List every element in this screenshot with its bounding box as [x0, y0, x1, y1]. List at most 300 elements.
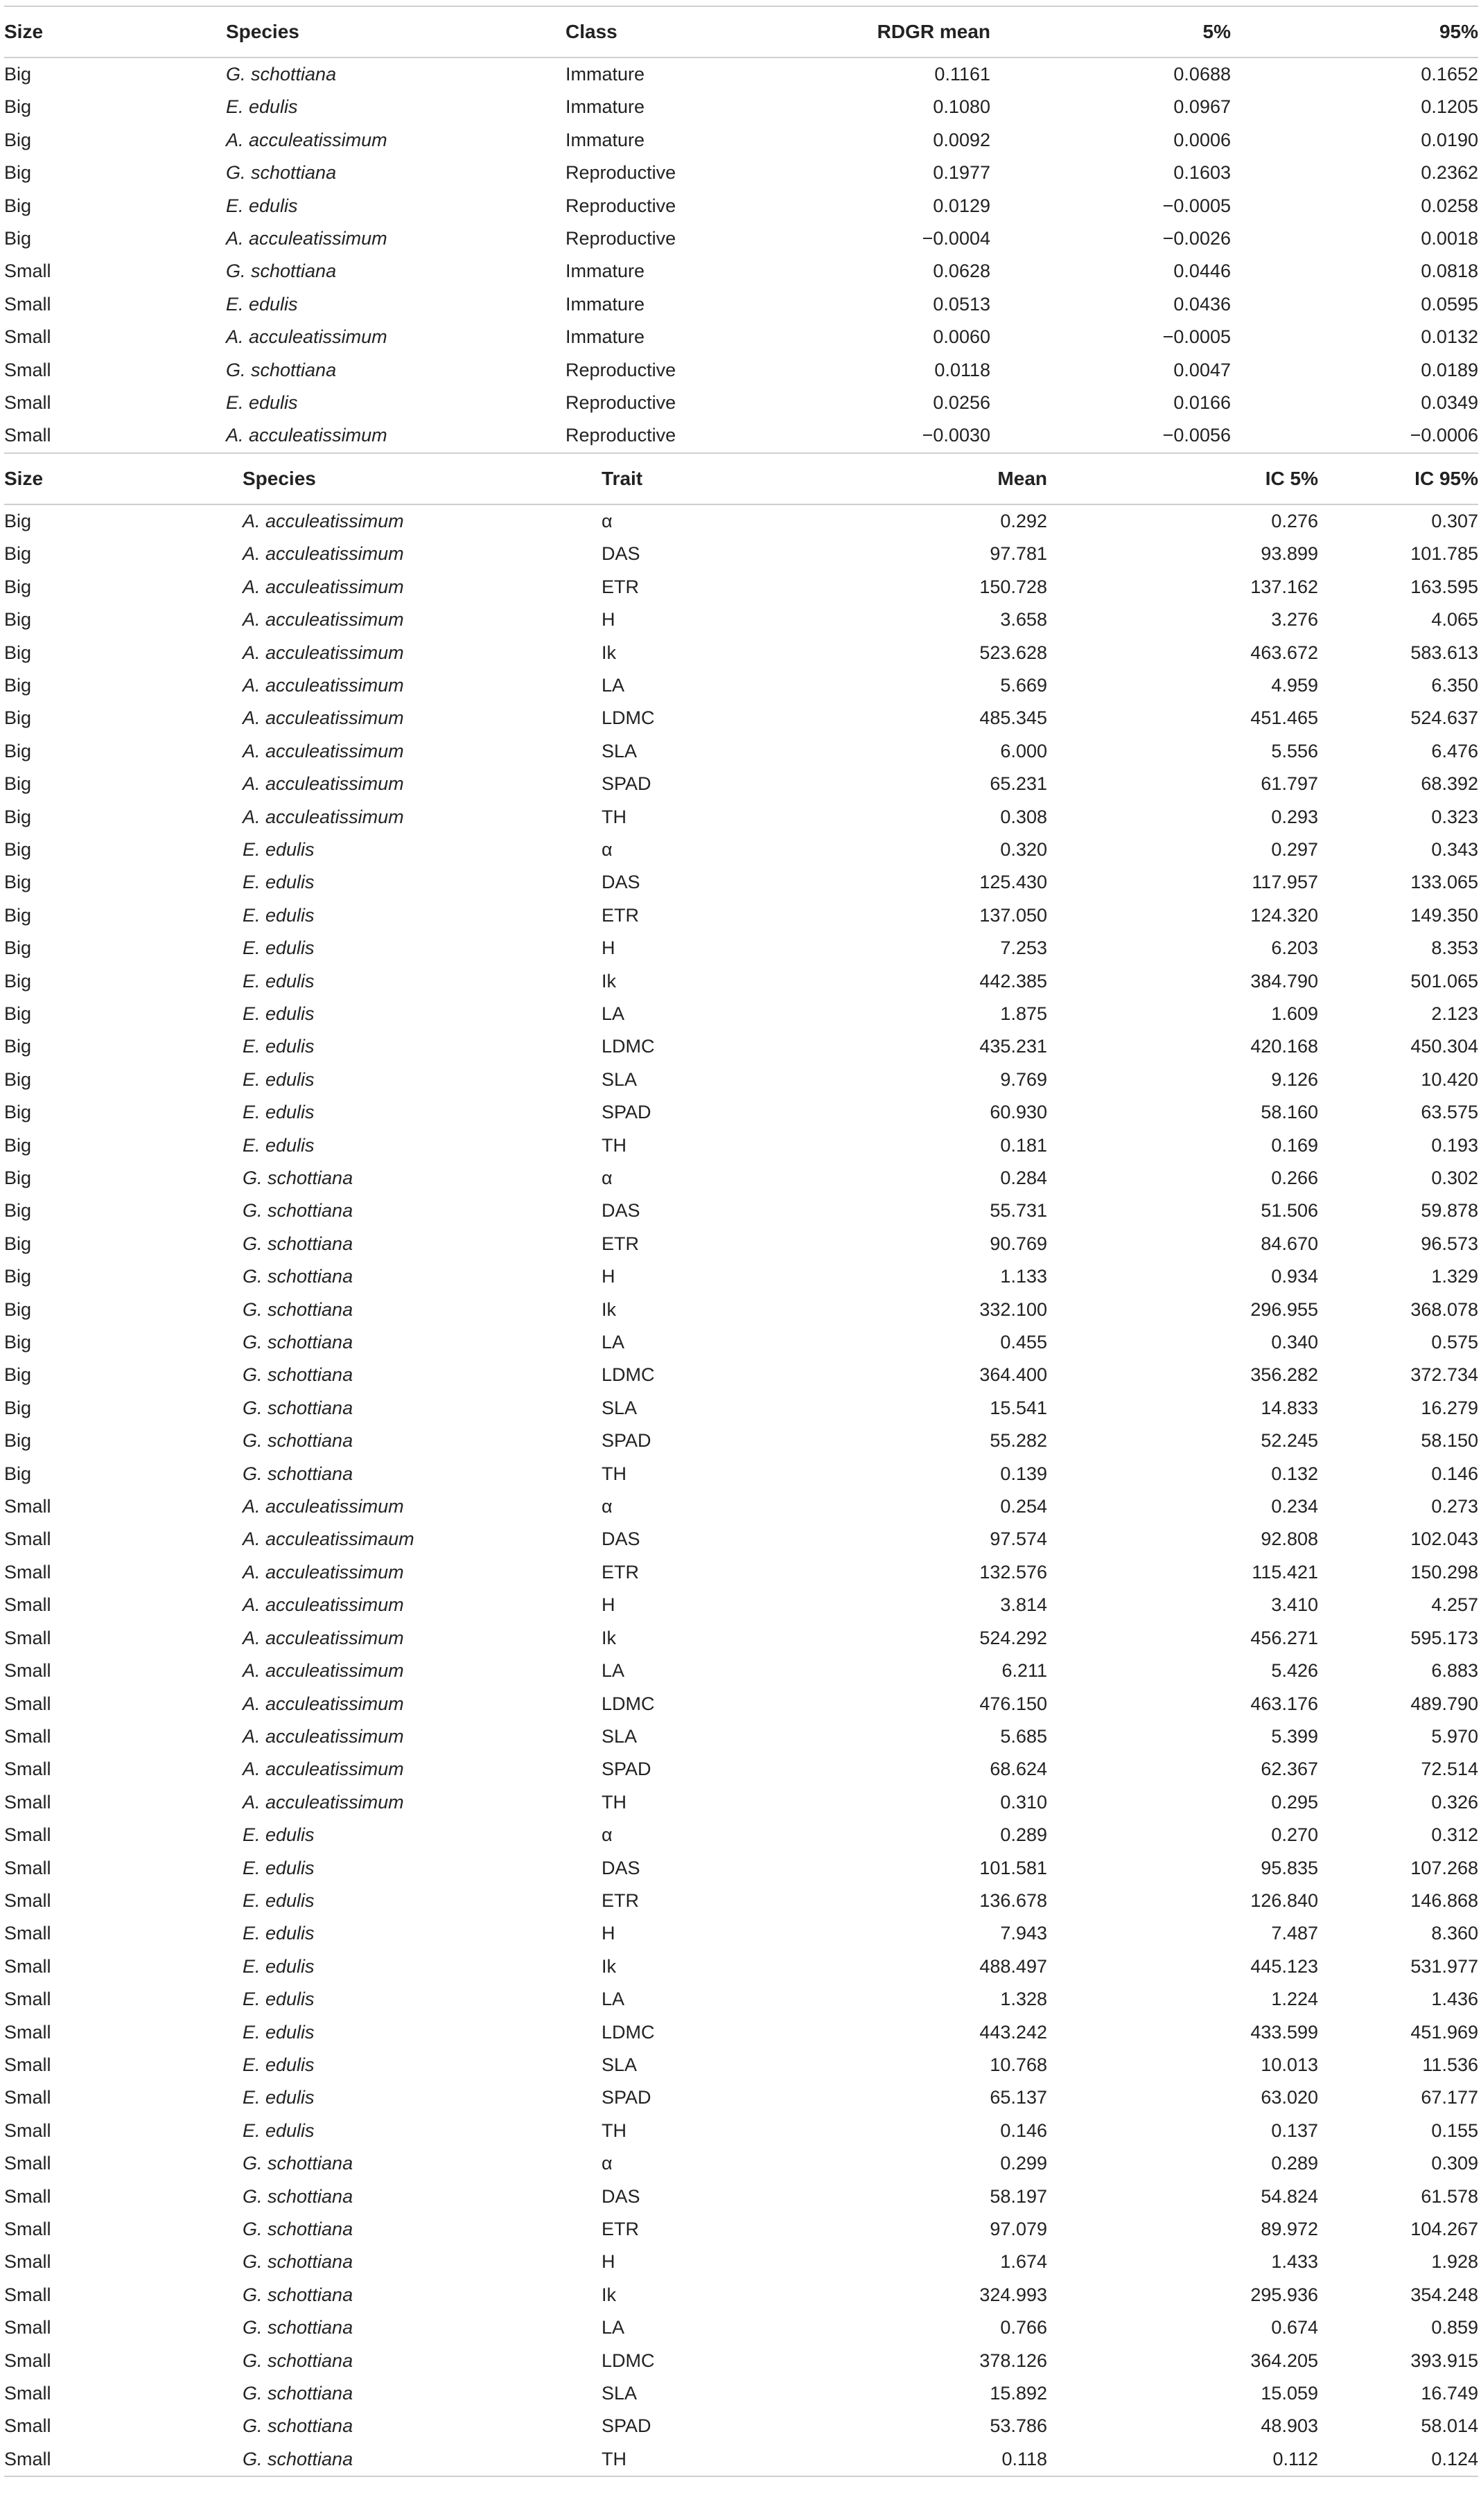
- size-cell: Small: [4, 425, 51, 446]
- ic95-cell: 4.257: [1431, 1594, 1478, 1616]
- species-cell: A. acculeatissimum: [226, 425, 387, 446]
- species-cell: E. edulis: [243, 2054, 315, 2075]
- table-row: [4, 1064, 1478, 1096]
- species-cell: E. edulis: [226, 293, 298, 315]
- ic5-cell: 364.205: [1250, 2350, 1318, 2371]
- p5-cell: 0.0967: [1173, 96, 1231, 118]
- trait-cell: SPAD: [602, 2415, 651, 2437]
- table-row: [4, 1294, 1478, 1326]
- trait-cell: Ik: [602, 2284, 617, 2305]
- species-cell: A. acculeatissimum: [243, 1627, 404, 1648]
- table-row: [4, 2016, 1478, 2049]
- trait-cell: DAS: [602, 872, 640, 893]
- species-cell: E. edulis: [243, 1102, 315, 1123]
- species-cell: E. edulis: [243, 872, 315, 893]
- trait-cell: LDMC: [602, 707, 655, 729]
- species-cell: A. acculeatissimum: [243, 1693, 404, 1714]
- size-cell: Small: [4, 1857, 51, 1878]
- p5-cell: −0.0056: [1162, 425, 1231, 446]
- size-cell: Big: [4, 838, 32, 860]
- mean-cell: 0.299: [1000, 2153, 1047, 2174]
- p95-cell: 0.0018: [1421, 228, 1478, 249]
- table-row: [4, 190, 1478, 222]
- size-cell: Small: [4, 2153, 51, 2174]
- ic95-cell: 150.298: [1410, 1561, 1478, 1583]
- size-cell: Small: [4, 2021, 51, 2043]
- ic5-cell: 0.169: [1271, 1134, 1318, 1156]
- size-cell: Big: [4, 64, 32, 85]
- mean-cell: 0.292: [1000, 510, 1047, 531]
- mean-cell: 6.211: [1001, 1660, 1047, 1682]
- ic5-cell: 3.410: [1271, 1594, 1318, 1616]
- p5-cell: −0.0005: [1162, 195, 1231, 216]
- table-row: [4, 1260, 1478, 1293]
- ic95-cell: 104.267: [1410, 2219, 1478, 2239]
- class-cell: Reproductive: [566, 228, 676, 249]
- ic5-cell: 1.609: [1271, 1003, 1318, 1024]
- table-row: [4, 1030, 1478, 1063]
- species-cell: A. acculeatissimum: [226, 228, 387, 249]
- size-cell: Big: [4, 1463, 32, 1484]
- table-row: [4, 1688, 1478, 1720]
- species-cell: E. edulis: [243, 970, 315, 992]
- table-row: [4, 419, 1478, 452]
- col-header-ic-5pct: IC 5%: [1265, 467, 1318, 489]
- size-cell: Small: [4, 1725, 51, 1747]
- species-cell: E. edulis: [243, 2021, 315, 2043]
- species-cell: A. acculeatissimum: [243, 773, 404, 795]
- size-cell: Small: [4, 1923, 51, 1944]
- table-row: [4, 354, 1478, 387]
- ic95-cell: 5.970: [1431, 1725, 1478, 1747]
- ic95-cell: 59.878: [1421, 1200, 1478, 1222]
- col-header-ic-95pct: IC 95%: [1414, 467, 1478, 489]
- trait-cell: Ik: [602, 1955, 617, 1977]
- ic95-cell: 451.969: [1410, 2021, 1478, 2043]
- ic95-cell: 107.268: [1410, 1857, 1478, 1878]
- mean-cell: 1.328: [1000, 1989, 1047, 2010]
- species-cell: A. acculeatissimum: [243, 806, 404, 827]
- ic95-cell: 489.790: [1410, 1693, 1478, 1714]
- p95-cell: 0.0190: [1421, 129, 1478, 150]
- ic5-cell: 0.297: [1271, 838, 1318, 860]
- p95-cell: 0.2362: [1421, 162, 1478, 184]
- size-cell: Small: [4, 2350, 51, 2371]
- rdgr-mean-cell: 0.0129: [933, 195, 990, 216]
- size-cell: Small: [4, 261, 51, 282]
- ic95-cell: 8.360: [1431, 1923, 1478, 1944]
- p95-cell: −0.0006: [1410, 425, 1478, 446]
- ic5-cell: 0.293: [1271, 806, 1318, 827]
- trait-cell: SPAD: [602, 1430, 651, 1452]
- p5-cell: 0.0166: [1173, 392, 1231, 414]
- mean-cell: 0.308: [1000, 806, 1047, 827]
- table-row: [4, 603, 1478, 636]
- p95-cell: 0.0349: [1421, 392, 1478, 414]
- species-cell: G. schottiana: [243, 1298, 353, 1320]
- trait-cell: ETR: [602, 904, 639, 926]
- trait-cell: TH: [602, 1463, 626, 1484]
- table-row: [4, 637, 1478, 669]
- class-cell: Immature: [566, 129, 645, 150]
- table-row: [4, 91, 1478, 123]
- table-row: [4, 321, 1478, 353]
- p95-cell: 0.0595: [1421, 293, 1478, 315]
- trait-cell: Ik: [602, 1298, 617, 1320]
- mean-cell: 476.150: [979, 1693, 1047, 1714]
- mean-cell: 7.253: [1000, 937, 1047, 959]
- mean-cell: 97.079: [990, 2219, 1047, 2239]
- size-cell: Big: [4, 195, 32, 216]
- size-cell: Small: [4, 2317, 51, 2338]
- species-cell: A. acculeatissimum: [226, 129, 387, 150]
- trait-cell: TH: [602, 2448, 626, 2469]
- size-cell: Small: [4, 1955, 51, 1977]
- class-cell: Immature: [566, 64, 645, 85]
- table-row: [4, 932, 1478, 964]
- table-row: [4, 1819, 1478, 1851]
- ic5-cell: 0.270: [1271, 1824, 1318, 1846]
- mean-cell: 65.231: [990, 773, 1047, 795]
- table-row: [4, 998, 1478, 1030]
- trait-cell: DAS: [602, 2185, 640, 2207]
- size-cell: Small: [4, 2448, 51, 2469]
- table-header-row: [4, 454, 1478, 504]
- table-header-row: [4, 6, 1478, 58]
- table-row: [4, 2345, 1478, 2377]
- species-cell: G. schottiana: [243, 2350, 353, 2371]
- ic5-cell: 463.672: [1250, 642, 1318, 663]
- mean-cell: 15.541: [990, 1397, 1047, 1418]
- mean-cell: 0.310: [1000, 1791, 1047, 1813]
- size-cell: Big: [4, 510, 32, 531]
- ic5-cell: 5.399: [1271, 1725, 1318, 1747]
- ic5-cell: 463.176: [1250, 1693, 1318, 1714]
- size-cell: Small: [4, 1627, 51, 1648]
- mean-cell: 0.320: [1000, 838, 1047, 860]
- size-cell: Big: [4, 1003, 32, 1024]
- ic5-cell: 1.224: [1271, 1989, 1318, 2010]
- size-cell: Small: [4, 392, 51, 414]
- species-cell: A. acculeatissimum: [226, 326, 387, 348]
- table-row: [4, 1885, 1478, 1917]
- species-cell: G. schottiana: [243, 2317, 353, 2338]
- size-cell: Small: [4, 1791, 51, 1813]
- trait-cell: SLA: [602, 1397, 638, 1418]
- mean-cell: 324.993: [979, 2284, 1047, 2305]
- trait-cell: H: [602, 1923, 615, 1944]
- ic95-cell: 0.326: [1431, 1791, 1478, 1813]
- mean-cell: 0.118: [1001, 2448, 1047, 2469]
- ic5-cell: 89.972: [1261, 2219, 1318, 2239]
- species-cell: A. acculeatissimum: [243, 1496, 404, 1517]
- size-cell: Small: [4, 2284, 51, 2305]
- col-header-species: Species: [243, 467, 316, 489]
- table-row: [4, 1228, 1478, 1260]
- ic5-cell: 14.833: [1261, 1397, 1318, 1418]
- size-cell: Big: [4, 576, 32, 597]
- table-row: [4, 2311, 1478, 2344]
- mean-cell: 443.242: [979, 2021, 1047, 2043]
- table-row: [4, 2279, 1478, 2311]
- species-cell: G. schottiana: [226, 359, 337, 380]
- ic95-cell: 72.514: [1421, 1759, 1478, 1780]
- mean-cell: 7.943: [1000, 1923, 1047, 1944]
- mean-cell: 9.769: [1000, 1068, 1047, 1090]
- ic95-cell: 0.343: [1431, 838, 1478, 860]
- species-cell: G. schottiana: [243, 2448, 353, 2469]
- species-cell: E. edulis: [243, 1068, 315, 1090]
- ic95-cell: 0.307: [1431, 510, 1478, 531]
- size-cell: Small: [4, 2087, 51, 2108]
- table-row: [4, 1622, 1478, 1655]
- table-row: [4, 504, 1478, 538]
- ic95-cell: 102.043: [1410, 1528, 1478, 1550]
- ic95-cell: 0.859: [1431, 2317, 1478, 2338]
- size-cell: Big: [4, 1397, 32, 1418]
- ic95-cell: 531.977: [1410, 1955, 1478, 1977]
- trait-cell: TH: [602, 2120, 626, 2141]
- ic95-cell: 11.536: [1422, 2054, 1478, 2075]
- species-cell: E. edulis: [243, 904, 315, 926]
- species-cell: A. acculeatissimum: [243, 1725, 404, 1747]
- size-cell: Big: [4, 1266, 32, 1287]
- table-row: [4, 1425, 1478, 1457]
- ic5-cell: 51.506: [1261, 1200, 1318, 1222]
- table-row: [4, 571, 1478, 603]
- species-cell: A. acculeatissimaum: [243, 1528, 414, 1550]
- table-row: [4, 2377, 1478, 2410]
- table-row: [4, 1852, 1478, 1885]
- ic95-cell: 1.329: [1431, 1266, 1478, 1287]
- col-header-trait: Trait: [602, 467, 643, 489]
- mean-cell: 1.875: [1000, 1003, 1047, 1024]
- trait-cell: Ik: [602, 1627, 617, 1648]
- ic5-cell: 7.487: [1271, 1923, 1318, 1944]
- species-cell: G. schottiana: [243, 2383, 353, 2404]
- species-cell: G. schottiana: [243, 2415, 353, 2437]
- trait-cell: DAS: [602, 1857, 640, 1878]
- table-row: [4, 2049, 1478, 2081]
- ic95-cell: 16.279: [1421, 1397, 1478, 1418]
- size-cell: Small: [4, 1824, 51, 1846]
- ic5-cell: 52.245: [1261, 1430, 1318, 1452]
- mean-cell: 101.581: [979, 1857, 1047, 1878]
- species-cell: A. acculeatissimum: [243, 576, 404, 597]
- trait-cell: ETR: [602, 2219, 639, 2239]
- species-cell: E. edulis: [243, 2120, 315, 2141]
- size-cell: Big: [4, 674, 32, 696]
- size-cell: Small: [4, 1889, 51, 1911]
- table-row: [4, 2180, 1478, 2213]
- ic95-cell: 393.915: [1410, 2350, 1478, 2371]
- species-cell: G. schottiana: [243, 1332, 353, 1353]
- ic5-cell: 9.126: [1271, 1068, 1318, 1090]
- trait-cell: H: [602, 1594, 615, 1616]
- trait-cell: LA: [602, 1989, 625, 2010]
- ic5-cell: 0.276: [1271, 510, 1318, 531]
- size-cell: Big: [4, 642, 32, 663]
- trait-cell: LA: [602, 1660, 625, 1682]
- mean-cell: 5.669: [1000, 674, 1047, 696]
- ic5-cell: 93.899: [1261, 543, 1318, 565]
- trait-cell: Ik: [602, 642, 617, 663]
- species-cell: E. edulis: [243, 1955, 315, 1977]
- table-row: [4, 1917, 1478, 1950]
- ic5-cell: 62.367: [1261, 1759, 1318, 1780]
- table-row: [4, 1195, 1478, 1227]
- species-cell: E. edulis: [243, 937, 315, 959]
- trait-cell: DAS: [602, 1528, 640, 1550]
- ic95-cell: 16.749: [1421, 2383, 1478, 2404]
- ic5-cell: 0.295: [1271, 1791, 1318, 1813]
- table-row: [4, 768, 1478, 800]
- species-cell: G. schottiana: [243, 1430, 353, 1452]
- size-cell: Small: [4, 359, 51, 380]
- species-cell: E. edulis: [243, 1989, 315, 2010]
- size-cell: Small: [4, 1660, 51, 1682]
- ic95-cell: 4.065: [1431, 609, 1478, 631]
- size-cell: Big: [4, 228, 32, 249]
- ic5-cell: 6.203: [1271, 937, 1318, 959]
- species-cell: G. schottiana: [243, 2185, 353, 2207]
- mean-cell: 125.430: [979, 872, 1047, 893]
- mean-cell: 132.576: [979, 1561, 1047, 1583]
- trait-cell: α: [602, 510, 613, 531]
- size-cell: Big: [4, 1102, 32, 1123]
- species-cell: G. schottiana: [243, 1168, 353, 1188]
- table-row: [4, 669, 1478, 702]
- trait-cell: LDMC: [602, 1036, 655, 1057]
- table-row: [4, 1983, 1478, 2016]
- ic5-cell: 95.835: [1261, 1857, 1318, 1878]
- table-row: [4, 222, 1478, 255]
- ic5-cell: 126.840: [1250, 1889, 1318, 1911]
- ic5-cell: 451.465: [1250, 707, 1318, 729]
- ic5-cell: 3.276: [1271, 609, 1318, 631]
- ic5-cell: 384.790: [1250, 970, 1318, 992]
- size-cell: Small: [4, 1561, 51, 1583]
- species-cell: E. edulis: [226, 195, 298, 216]
- ic95-cell: 0.575: [1431, 1332, 1478, 1353]
- size-cell: Big: [4, 129, 32, 150]
- ic5-cell: 433.599: [1250, 2021, 1318, 2043]
- table-row: [4, 2081, 1478, 2114]
- size-cell: Big: [4, 707, 32, 729]
- p5-cell: 0.1603: [1173, 162, 1231, 184]
- ic95-cell: 163.595: [1410, 576, 1478, 597]
- ic5-cell: 0.137: [1271, 2120, 1318, 2141]
- table-row: [4, 538, 1478, 570]
- mean-cell: 0.455: [1000, 1332, 1047, 1353]
- table-row: [4, 965, 1478, 998]
- species-cell: E. edulis: [243, 1923, 315, 1944]
- trait-cell: LA: [602, 1332, 625, 1353]
- p5-cell: −0.0026: [1162, 228, 1231, 249]
- size-cell: Small: [4, 1759, 51, 1780]
- mean-cell: 0.766: [1000, 2317, 1047, 2338]
- ic95-cell: 68.392: [1421, 773, 1478, 795]
- rdgr-mean-cell: 0.0060: [933, 326, 990, 348]
- species-cell: E. edulis: [243, 1824, 315, 1846]
- ic5-cell: 58.160: [1261, 1102, 1318, 1123]
- mean-cell: 442.385: [979, 970, 1047, 992]
- mean-cell: 0.139: [1000, 1463, 1047, 1484]
- ic95-cell: 524.637: [1410, 707, 1478, 729]
- size-cell: Small: [4, 2219, 51, 2239]
- mean-cell: 90.769: [990, 1233, 1047, 1254]
- trait-cell: ETR: [602, 1233, 639, 1254]
- mean-cell: 3.658: [1000, 609, 1047, 631]
- ic5-cell: 0.934: [1271, 1266, 1318, 1287]
- species-cell: G. schottiana: [243, 1397, 353, 1418]
- ic5-cell: 0.340: [1271, 1332, 1318, 1353]
- size-cell: Big: [4, 872, 32, 893]
- size-cell: Big: [4, 162, 32, 184]
- species-cell: E. edulis: [243, 1889, 315, 1911]
- trait-cell: LDMC: [602, 2021, 655, 2043]
- size-cell: Big: [4, 1168, 32, 1188]
- species-cell: A. acculeatissimum: [243, 1594, 404, 1616]
- class-cell: Reproductive: [566, 162, 676, 184]
- ic95-cell: 0.312: [1431, 1824, 1478, 1846]
- species-cell: E. edulis: [243, 1857, 315, 1878]
- trait-cell: SLA: [602, 740, 638, 761]
- ic5-cell: 15.059: [1261, 2383, 1318, 2404]
- rdgr-mean-cell: 0.1080: [933, 96, 990, 118]
- ic95-cell: 101.785: [1410, 543, 1478, 565]
- mean-cell: 6.000: [1000, 740, 1047, 761]
- ic95-cell: 146.868: [1410, 1889, 1478, 1911]
- mean-cell: 15.892: [990, 2383, 1047, 2404]
- size-cell: Small: [4, 293, 51, 315]
- p95-cell: 0.0132: [1421, 326, 1478, 348]
- trait-cell: LA: [602, 674, 625, 696]
- ic95-cell: 1.928: [1431, 2251, 1478, 2273]
- trait-cell: LA: [602, 2317, 625, 2338]
- ic5-cell: 420.168: [1250, 1036, 1318, 1057]
- ic95-cell: 63.575: [1421, 1102, 1478, 1123]
- trait-cell: α: [602, 1496, 613, 1517]
- mean-cell: 136.678: [979, 1889, 1047, 1911]
- species-cell: A. acculeatissimum: [243, 707, 404, 729]
- table-row: [4, 1490, 1478, 1523]
- p95-cell: 0.0189: [1421, 359, 1478, 380]
- trait-table: [4, 454, 1478, 2477]
- size-cell: Small: [4, 2383, 51, 2404]
- species-cell: G. schottiana: [243, 2153, 353, 2174]
- trait-cell: α: [602, 1824, 613, 1846]
- rdgr-mean-cell: 0.0628: [933, 261, 990, 282]
- size-cell: Small: [4, 1528, 51, 1550]
- p95-cell: 0.0258: [1421, 195, 1478, 216]
- ic95-cell: 67.177: [1421, 2087, 1478, 2108]
- ic5-cell: 84.670: [1261, 1233, 1318, 1254]
- table-row: [4, 2410, 1478, 2442]
- ic5-cell: 124.320: [1250, 904, 1318, 926]
- size-cell: Small: [4, 326, 51, 348]
- col-header-class: Class: [566, 21, 617, 42]
- size-cell: Big: [4, 1134, 32, 1156]
- ic95-cell: 0.323: [1431, 806, 1478, 827]
- mean-cell: 58.197: [990, 2185, 1047, 2207]
- size-cell: Big: [4, 1332, 32, 1353]
- species-cell: A. acculeatissimum: [243, 543, 404, 565]
- trait-cell: ETR: [602, 576, 639, 597]
- trait-cell: α: [602, 838, 613, 860]
- ic95-cell: 1.436: [1431, 1989, 1478, 2010]
- size-cell: Big: [4, 1200, 32, 1222]
